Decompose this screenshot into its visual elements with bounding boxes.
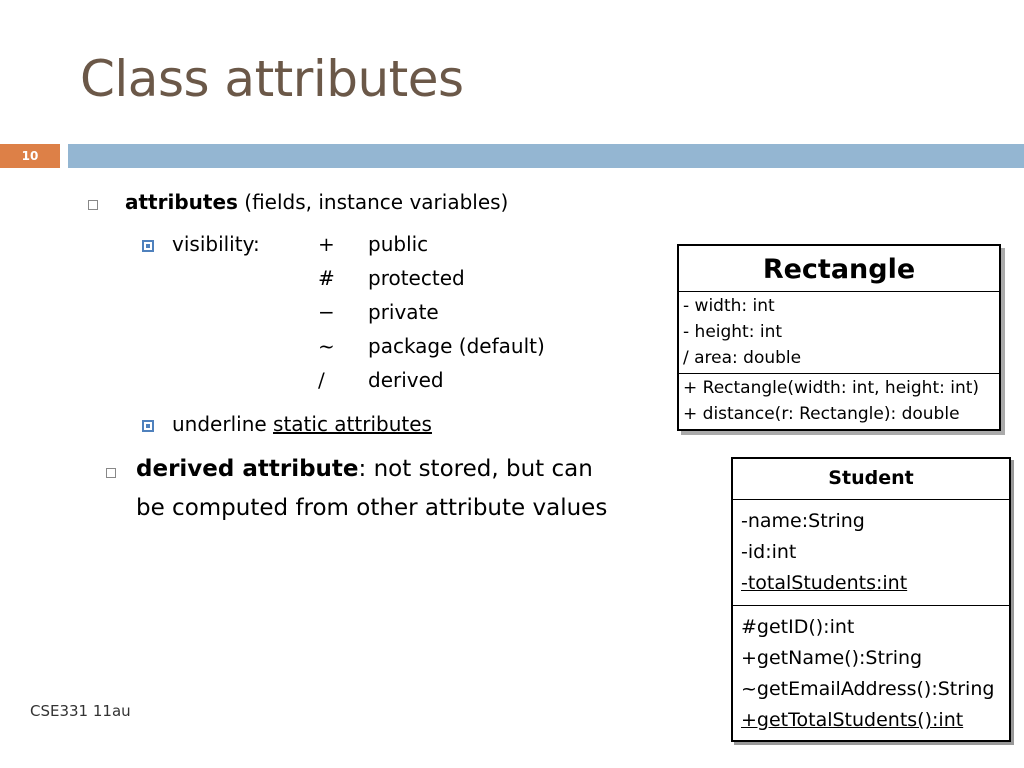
visibility-label: visibility: [172, 232, 260, 256]
student-uml-class [731, 457, 1011, 742]
footer-course-label: CSE331 11au [30, 702, 131, 720]
operations-compartment [679, 373, 999, 429]
sub-bullet-icon [142, 420, 154, 432]
slide-title: Class attributes [80, 50, 464, 108]
visibility-symbol: / [318, 368, 325, 392]
bullet-attributes [125, 190, 508, 214]
slide-number: 10 [0, 144, 60, 168]
underline-prefix: underline [172, 412, 267, 436]
derived-rest: : not stored, but can [358, 456, 593, 482]
operation: #getID():int [741, 616, 855, 638]
static-operation: +getTotalStudents():int [741, 709, 964, 731]
rectangle-uml-class [677, 244, 1001, 431]
derived-bullet-line2: be computed from other attribute values [136, 495, 608, 521]
attributes-compartment [679, 291, 999, 373]
operations-compartment [733, 605, 1009, 740]
class-name: Student [828, 467, 914, 489]
bullet-attributes-rest: (fields, instance variables) [244, 190, 509, 214]
bullet-square-icon [88, 200, 98, 210]
operation: ~getEmailAddress():String [741, 678, 995, 700]
visibility-symbol: + [318, 232, 335, 256]
attribute: / area: double [683, 348, 802, 368]
visibility-symbol: # [318, 266, 335, 290]
derived-bold: derived attribute [136, 456, 359, 482]
visibility-symbol: − [318, 300, 335, 324]
attribute: -name:String [741, 510, 865, 532]
derived-bullet-line1 [136, 456, 593, 482]
operation: +getName():String [741, 647, 923, 669]
header-band [68, 144, 1024, 168]
visibility-symbol: ~ [318, 334, 335, 358]
attribute: - height: int [683, 322, 783, 342]
visibility-meaning: public [368, 232, 429, 256]
bullet-attributes-bold: attributes [125, 190, 238, 214]
static-attribute: -totalStudents:int [741, 572, 908, 594]
underline-bullet [172, 412, 432, 436]
visibility-meaning: package (default) [368, 334, 545, 358]
operation: + Rectangle(width: int, height: int) [683, 378, 980, 398]
sub-bullet-icon [142, 240, 154, 252]
attributes-compartment [733, 499, 1009, 605]
class-name: Rectangle [762, 254, 916, 285]
attribute: -id:int [741, 541, 797, 563]
bullet-square-icon [106, 468, 116, 478]
attribute: - width: int [683, 296, 775, 316]
visibility-meaning: derived [368, 368, 444, 392]
visibility-meaning: private [368, 300, 439, 324]
operation: + distance(r: Rectangle): double [683, 404, 960, 424]
visibility-meaning: protected [368, 266, 465, 290]
underline-example: static attributes [273, 412, 432, 436]
